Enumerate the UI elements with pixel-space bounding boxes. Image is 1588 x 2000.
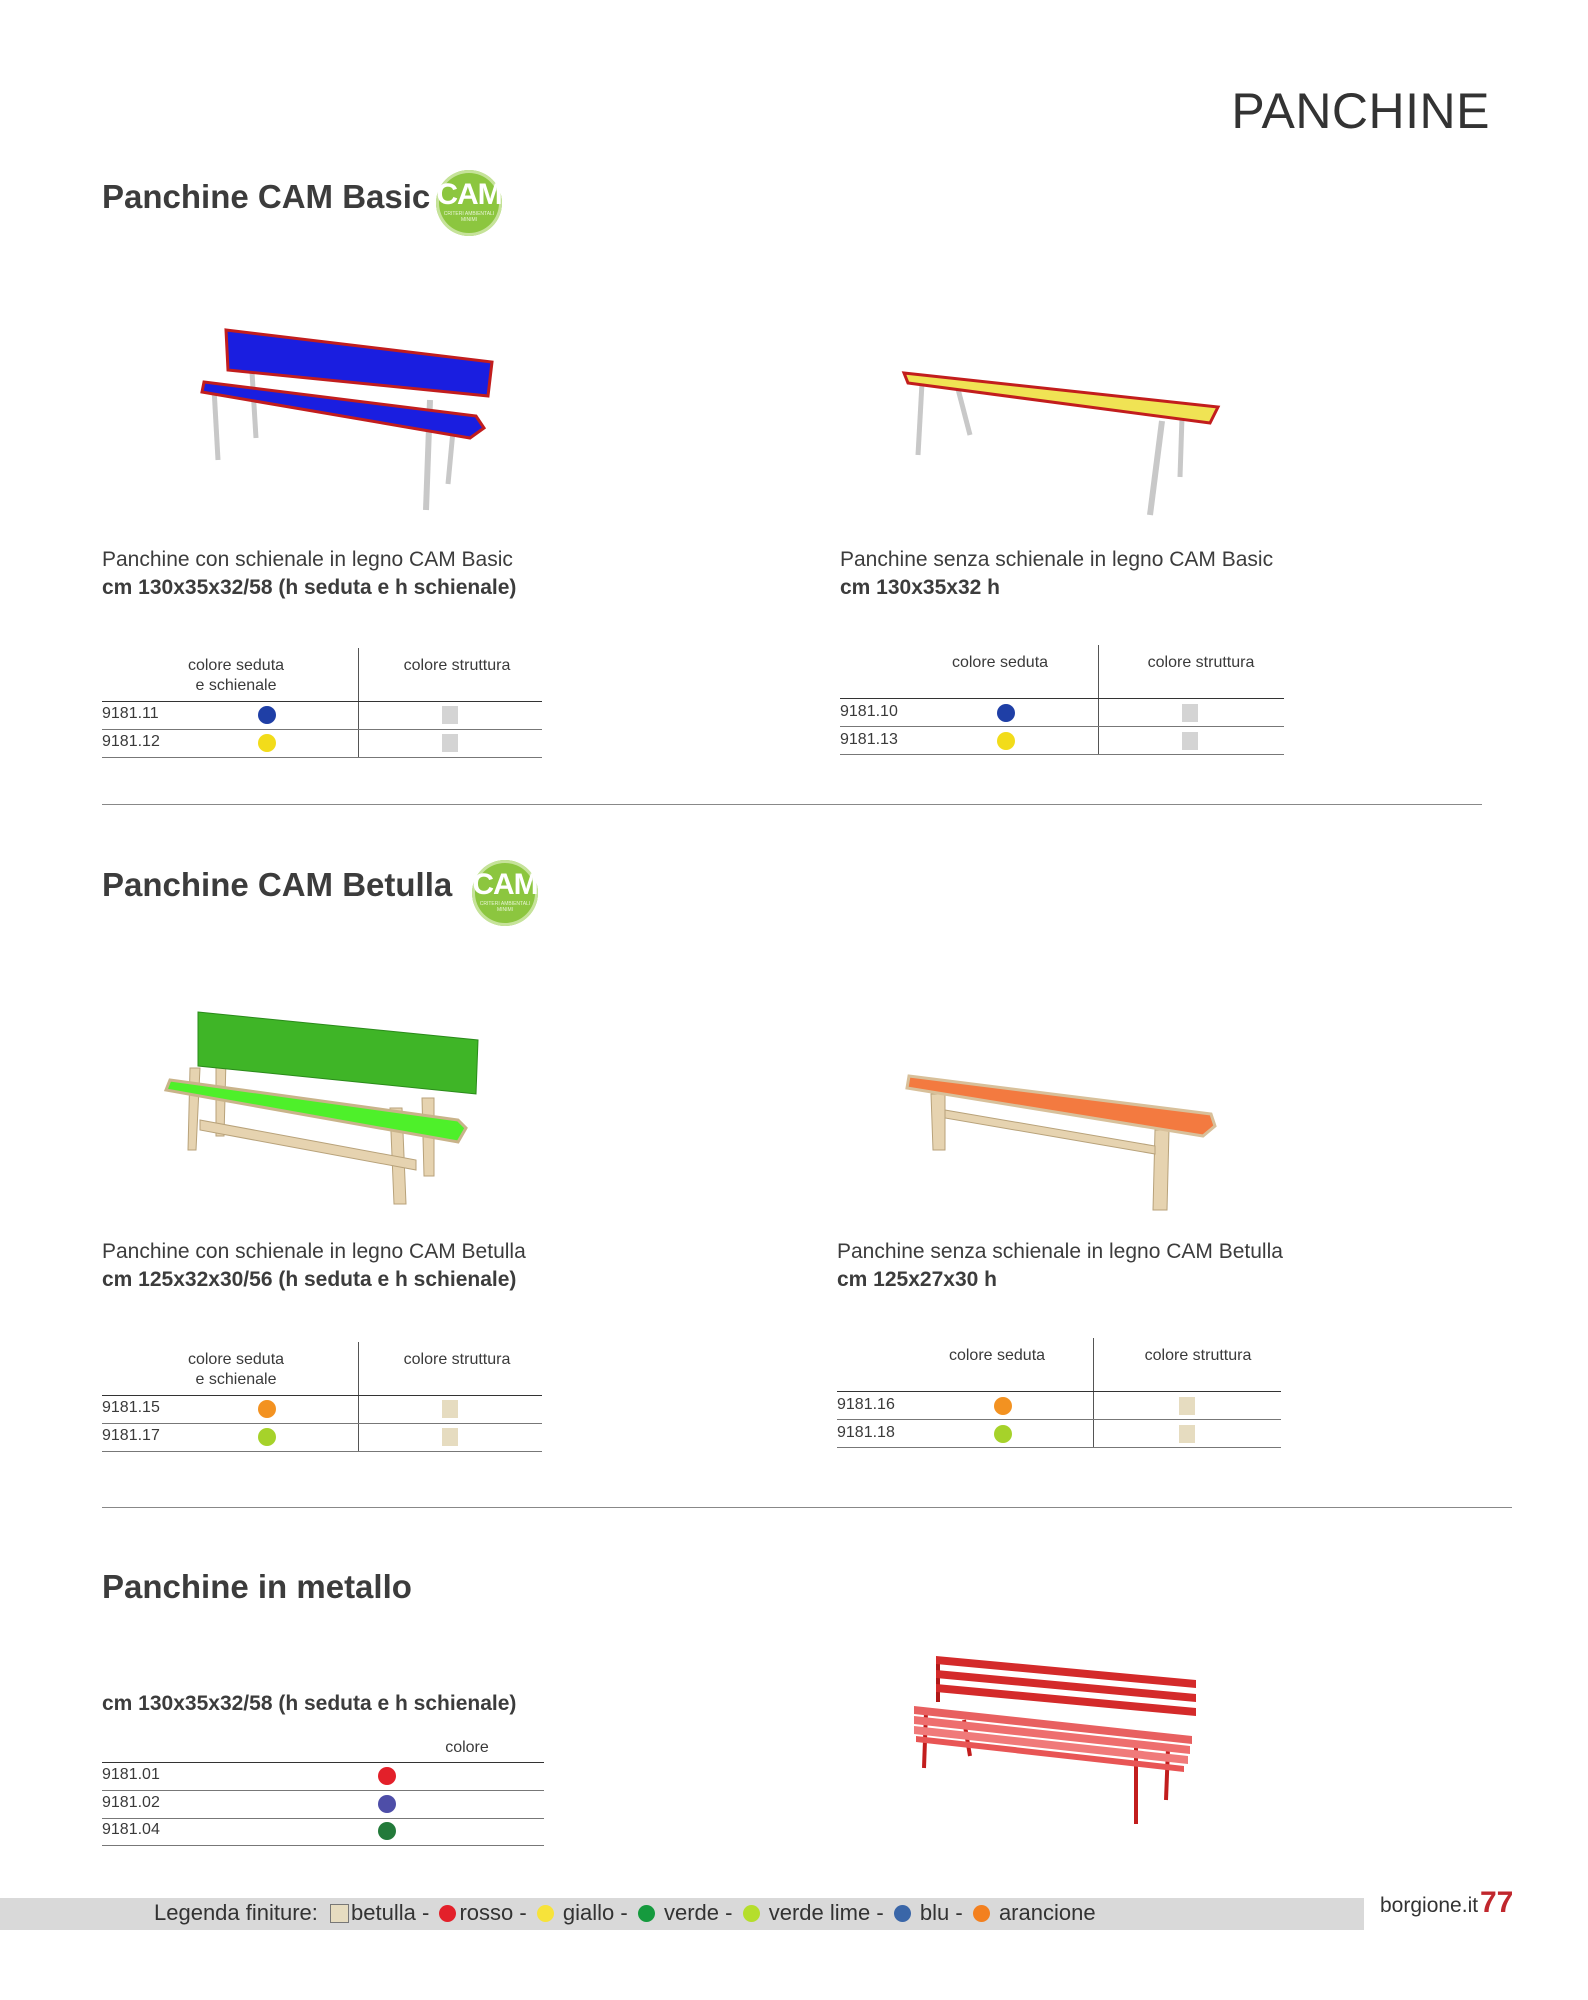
color-table <box>102 1734 544 1846</box>
finish-legend: Legenda finiture: betulla - rosso - giallo - verde - verde lime - blu - arancione <box>0 1898 1364 1930</box>
legend-blu-swatch <box>894 1905 911 1922</box>
structure-color-swatch <box>442 1400 458 1418</box>
seat-color-swatch <box>994 1425 1012 1443</box>
structure-color-swatch <box>1182 732 1198 750</box>
product-description: Panchine con schienale in legno CAM Betulla <box>102 1240 526 1263</box>
header-structure: colore struttura <box>403 1351 511 1368</box>
legend-giallo-swatch <box>537 1905 554 1922</box>
legend-item: arancione <box>998 1900 1096 1925</box>
page-number: 77 <box>1480 1886 1514 1919</box>
product-code: 9181.04 <box>102 1821 160 1838</box>
site-url: borgione.it <box>1380 1894 1479 1917</box>
product-dimensions: cm 125x32x30/56 (h seduta e h schienale) <box>102 1268 517 1291</box>
product-code: 9181.16 <box>837 1396 895 1413</box>
product-description: Panchine con schienale in legno CAM Basic <box>102 548 513 571</box>
product-code: 9181.11 <box>102 705 159 722</box>
structure-color-swatch <box>1179 1425 1195 1443</box>
legend-item: verde <box>663 1900 720 1925</box>
legend-item: verde lime <box>768 1900 871 1925</box>
header-seat-back: colore seduta e schienale <box>187 657 285 694</box>
bench-green-with-back-image <box>160 1008 490 1218</box>
color-swatch <box>378 1767 396 1785</box>
header-seat: colore seduta <box>948 1347 1046 1364</box>
cam-badge-icon: CAM CRITERI AMBIENTALI MINIMI <box>436 170 502 236</box>
product-dimensions: cm 130x35x32 h <box>840 576 1000 599</box>
product-dimensions: cm 130x35x32/58 (h seduta e h schienale) <box>102 576 517 599</box>
legend-verde-lime-swatch <box>743 1905 760 1922</box>
section-divider <box>102 804 1482 805</box>
seat-color-swatch <box>997 704 1015 722</box>
seat-color-swatch <box>258 706 276 724</box>
seat-color-swatch <box>994 1397 1012 1415</box>
color-swatch <box>378 1822 396 1840</box>
structure-color-swatch <box>442 706 458 724</box>
legend-rosso-swatch <box>439 1905 456 1922</box>
bench-orange-no-back-image <box>905 1070 1225 1220</box>
header-seat-back: colore seduta e schienale <box>187 1351 285 1388</box>
seat-color-swatch <box>258 734 276 752</box>
seat-color-swatch <box>258 1400 276 1418</box>
structure-color-swatch <box>1179 1397 1195 1415</box>
color-table <box>840 645 1284 755</box>
structure-color-swatch <box>442 1428 458 1446</box>
product-code: 9181.18 <box>837 1424 895 1441</box>
bench-yellow-no-back-image <box>900 365 1230 525</box>
legend-item: blu <box>919 1900 950 1925</box>
section-title-metallo: Panchine in metallo <box>102 1568 412 1605</box>
legend-verde-swatch <box>638 1905 655 1922</box>
header-structure: colore struttura <box>1147 654 1255 671</box>
header-structure: colore struttura <box>1144 1347 1252 1364</box>
seat-color-swatch <box>258 1428 276 1446</box>
product-code: 9181.15 <box>102 1399 160 1416</box>
product-code: 9181.17 <box>102 1427 160 1444</box>
bench-red-metal-image <box>900 1652 1220 1832</box>
header-color: colore <box>445 1739 489 1756</box>
seat-color-swatch <box>997 732 1015 750</box>
legend-item: giallo <box>562 1900 615 1925</box>
section-title-cam-betulla: Panchine CAM Betulla <box>102 866 453 903</box>
structure-color-swatch <box>442 734 458 752</box>
section-divider <box>102 1507 1512 1508</box>
bench-blue-with-back-image <box>190 320 510 520</box>
color-table <box>837 1338 1281 1448</box>
product-description: Panchine senza schienale in legno CAM Betulla <box>837 1240 1283 1263</box>
cam-badge-icon: CAM CRITERI AMBIENTALI MINIMI <box>472 860 538 926</box>
color-table <box>102 1342 542 1452</box>
header-seat: colore seduta <box>951 654 1049 671</box>
product-code: 9181.01 <box>102 1766 160 1783</box>
page-title: PANCHINE <box>1231 83 1490 139</box>
legend-item: rosso <box>459 1900 514 1925</box>
section-title-cam-basic: Panchine CAM Basic <box>102 178 431 215</box>
structure-color-swatch <box>1182 704 1198 722</box>
header-structure: colore struttura <box>403 657 511 674</box>
product-code: 9181.12 <box>102 733 160 750</box>
product-dimensions: cm 130x35x32/58 (h seduta e h schienale) <box>102 1692 517 1715</box>
product-code: 9181.02 <box>102 1794 160 1811</box>
legend-label: Legenda finiture: <box>154 1900 318 1925</box>
product-code: 9181.13 <box>840 731 898 748</box>
product-code: 9181.10 <box>840 703 898 720</box>
legend-item: betulla <box>351 1900 416 1925</box>
product-description: Panchine senza schienale in legno CAM Basic <box>840 548 1274 571</box>
legend-arancione-swatch <box>973 1905 990 1922</box>
color-swatch <box>378 1795 396 1813</box>
product-dimensions: cm 125x27x30 h <box>837 1268 997 1291</box>
color-table <box>102 648 542 758</box>
legend-betulla-swatch <box>330 1904 349 1923</box>
